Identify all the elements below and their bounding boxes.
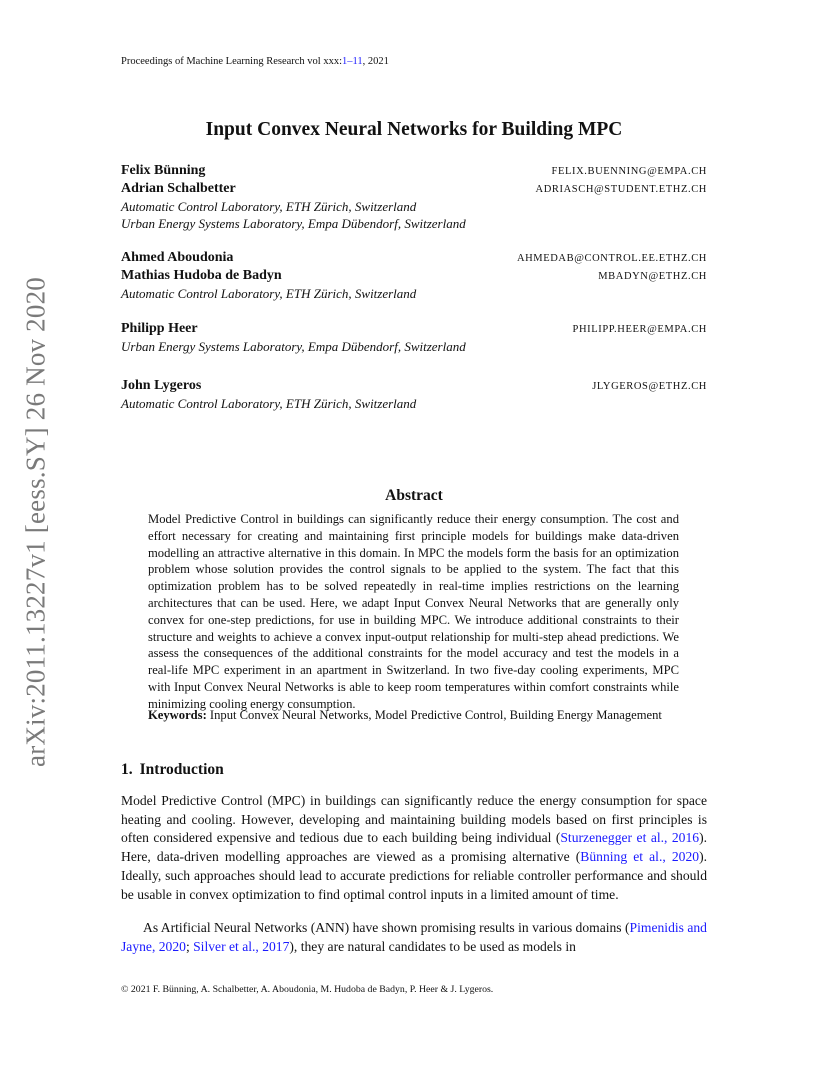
author-group-4 (121, 377, 707, 412)
author-row (121, 249, 707, 267)
keywords-label: Keywords: (148, 708, 207, 722)
author-name: Mathias Hudoba de Badyn (121, 268, 282, 283)
intro-paragraph-2 (121, 919, 707, 956)
keywords-text: Input Convex Neural Networks, Model Predictive Control, Building Energy Management (209, 708, 662, 722)
citation-link[interactable]: Silver et al., 2017 (193, 938, 290, 954)
paragraph-text: ), they are natural candidates to be used as models in (289, 938, 576, 954)
running-header-prefix: Proceedings of Machine Learning Research vol xxx: (121, 56, 343, 67)
author-row (121, 162, 707, 180)
affiliation: Automatic Control Laboratory, ETH Zürich, Switzerland (121, 286, 417, 301)
author-row (121, 377, 707, 395)
citation-link[interactable]: Bünning et al., 2020 (580, 849, 700, 865)
paragraph-text: As Artificial Neural Networks (ANN) have shown promising results in various domains ( (143, 920, 630, 935)
citation-link[interactable]: Pimenidis and Jayne, 2020 (121, 920, 707, 954)
author-name: Felix Bünning (121, 163, 206, 178)
section-number: 1. (121, 761, 133, 778)
paper-title: Input Convex Neural Networks for Building MPC (205, 119, 623, 140)
arxiv-stamp: arXiv:2011.13227v1 [eess.SY] 26 Nov 2020 (20, 277, 51, 767)
author-group-2 (121, 249, 707, 302)
author-email[interactable]: ADRIASCH@STUDENT.ETHZ.CH (535, 184, 707, 195)
author-email[interactable]: AHMEDAB@CONTROL.EE.ETHZ.CH (516, 253, 707, 264)
author-group-1 (121, 162, 707, 232)
author-row (121, 180, 707, 198)
paragraph-text: ). Here, data-driven modelling approaches are viewed as a promising alternative ( (121, 830, 708, 865)
citation-link[interactable]: Sturzenegger et al., 2016 (560, 830, 700, 846)
author-row (121, 320, 707, 338)
paragraph-text: ). Ideally, such approaches should lead to accurate predictions for reliable controller performance and should be usable in convex optimization to find optimal control inputs in a limited amount of time. (121, 849, 707, 902)
abstract-body: Model Predictive Control in buildings can significantly reduce their energy consumption. The cost and effort necessary for creating and maintaining first principle models for buildings make data-driven modelling an attractive alternative in this domain. In MPC the models form the basis for an optimization problem whose solution provides the control signals to be applied to the system. The fact that this optimization problem has to be solved repeatedly in real-time implies restrictions on the learning architectures that can be used. Here, we adapt Input Convex Neural Networks that are generally only convex for one-step predictions, for use in building MPC. We introduce additional constraints to their structure and weights to achieve a convex input-output relationship for multi-step ahead predictions. We assess the consequences of the additional constraints for the model accuracy and test the models in a real-life MPC experiment in an apartment in Switzerland. In two five-day cooling experiments, MPC with Input Convex Neural Networks is able to keep room temperatures within comfort constraints while minimizing cooling energy consumption. (148, 512, 679, 711)
abstract-heading: Abstract (385, 487, 443, 504)
keywords (148, 707, 679, 724)
author-name: Philipp Heer (121, 321, 198, 336)
section-heading (121, 761, 224, 779)
affiliation: Automatic Control Laboratory, ETH Zürich, Switzerland (121, 199, 417, 214)
affiliation: Automatic Control Laboratory, ETH Zürich, Switzerland (121, 396, 417, 411)
author-name: John Lygeros (121, 378, 202, 393)
author-email[interactable]: MBADYN@ETHZ.CH (598, 271, 707, 282)
running-header-suffix: , 2021 (362, 56, 389, 67)
paragraph-text: Model Predictive Control (MPC) in buildings can significantly reduce the energy consumption for space heating and cooling. However, developing and maintaining building models based on first principles is often considered expensive and tedious due to each building being individual ( (121, 793, 707, 846)
intro-paragraph-1 (121, 792, 707, 904)
author-email[interactable]: JLYGEROS@ETHZ.CH (592, 381, 707, 392)
author-name: Ahmed Aboudonia (121, 250, 234, 265)
section-title: Introduction (139, 761, 224, 778)
footer-copyright: © 2021 F. Bünning, A. Schalbetter, A. Aboudonia, M. Hudoba de Badyn, P. Heer & J. Lygeros. (121, 984, 494, 995)
author-email[interactable]: FELIX.BUENNING@EMPA.CH (551, 166, 707, 177)
author-name: Adrian Schalbetter (121, 181, 236, 196)
author-email[interactable]: PHILIPP.HEER@EMPA.CH (572, 324, 707, 335)
author-group-3 (121, 320, 707, 355)
running-header-pages-link[interactable]: 1–11 (342, 56, 363, 67)
paragraph-text: ; (185, 938, 194, 954)
affiliation: Urban Energy Systems Laboratory, Empa Dübendorf, Switzerland (121, 216, 466, 231)
running-header (121, 56, 389, 67)
affiliation: Urban Energy Systems Laboratory, Empa Dübendorf, Switzerland (121, 339, 466, 354)
author-row (121, 267, 707, 285)
